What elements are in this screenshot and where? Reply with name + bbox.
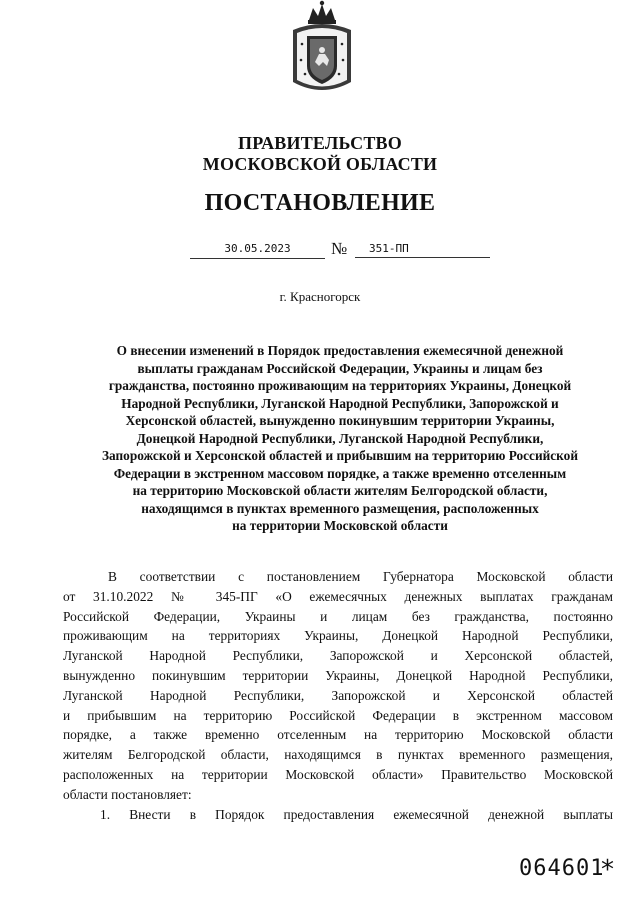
item-1-paragraph [63,805,613,825]
form-serial-number: 064601 [519,856,605,881]
subject-line: О внесении изменений в Порядок предоставления ежемесячной денежной [116,343,564,358]
body-line: жителям Белгородской области, находящимся в пунктах временного размещения, [63,747,613,763]
subject-line: Федерации в экстренном массовом порядке, а также временно отселенным [113,465,567,481]
document-date: 30.05.2023 [190,241,325,259]
document-subject [56,342,624,535]
body-line: порядке, а также временно отселенным на территорию Московской области [63,727,613,743]
body-line: и прибывшим на территорию Российской Федерации в экстренном массовом [63,707,613,723]
body-line: Луганской Народной Республики, Запорожской и Херсонской областей, [63,648,613,664]
document-type-title: ПОСТАНОВЛЕНИЕ [204,190,436,216]
body-line: от 31.10.2022 № 345-ПГ «О ежемесячных денежных выплатах гражданам [63,588,613,604]
serial-star-mark: * [601,855,614,885]
document-city: г. Красногорск [279,289,361,304]
body-line: расположенных на территории Московской области» Правительство Московской [63,766,613,782]
document-number: 351-ПП [355,241,490,258]
item-1-line: 1. Внести в Порядок предоставления ежемесячной денежной выплаты [100,807,613,822]
subject-line: Донецкой Народной Республики, Луганской Народной Республики, [136,430,544,446]
subject-line: на территорию Московской области жителям Белгородской области, [132,483,548,498]
body-line: Российской Федерации, Украины и лицам без гражданства, постоянно [63,608,613,624]
subject-line: выплаты гражданам Российской Федерации, Украины и лицам без [137,360,543,376]
body-line: вынужденно покинувшим территории Украины, Донецкой Народной Республики, [63,667,613,683]
body-line: Луганской Народной Республики, Запорожской и Херсонской областей [63,687,613,703]
subject-line: Запорожской и Херсонской областей и прибывшим на территорию Российской [102,448,578,463]
body-line: области постановляет: [63,786,192,802]
subject-line: Херсонской областей, вынужденно покинувшим территории Украины, [125,413,555,428]
body-line: В соответствии с постановлением Губернатора Московской области [108,569,613,584]
organization-name-line-2: МОСКОВСКОЙ ОБЛАСТИ [202,154,438,174]
body-line: проживающим на территориях Украины, Донецкой Народной Республики, [63,628,613,644]
subject-line: гражданства, постоянно проживающим на территориях Украины, Донецкой [108,378,572,393]
organization-name-line-1: ПРАВИТЕЛЬСТВО [238,133,402,153]
moscow-oblast-coat-of-arms-icon [285,0,359,100]
number-sign: № [331,239,348,258]
subject-line: Народной Республики, Луганской Народной Республики, Запорожской и [121,395,559,411]
subject-line: на территории Московской области [232,518,448,533]
subject-line: находящимся в пунктах временного размещения, расположенных [141,500,539,516]
